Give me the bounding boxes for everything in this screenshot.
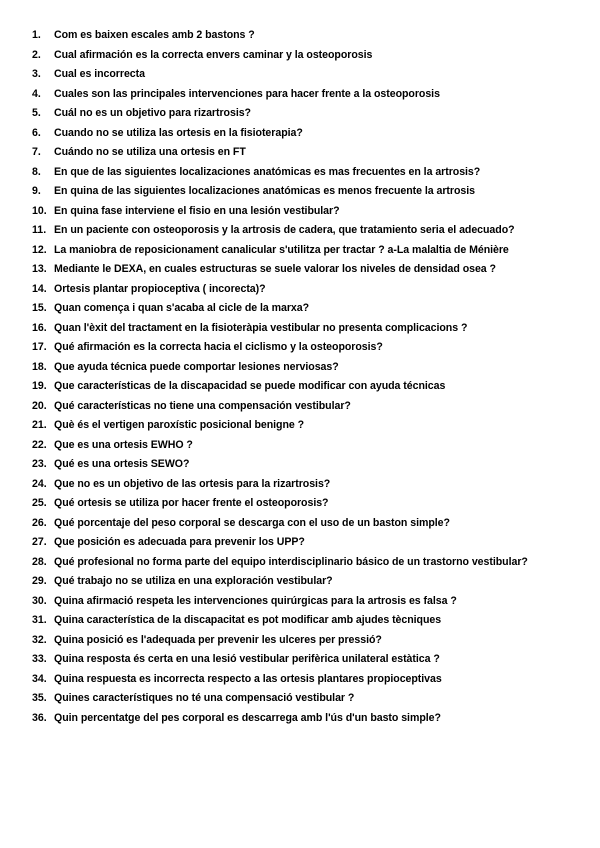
question-item [32,650,592,670]
question-number: 32. [32,633,47,646]
question-number: 29. [32,575,47,587]
question-number: 5. [32,107,41,119]
question-text: Qué características no tiene una compensación vestibular? [54,399,351,412]
question-number: 36. [32,711,47,724]
question-item [32,65,592,85]
question-number: 3. [32,68,41,80]
question-number: 2. [32,48,41,61]
question-number: 14. [32,282,47,295]
question-item [32,182,592,202]
question-text: Que no es un objetivo de las ortesis para la rizartrosis? [54,477,331,490]
question-text: Qué es una ortesis SEWO? [54,458,190,470]
question-number: 22. [32,438,47,451]
question-item [32,397,592,417]
question-text: Quines característiques no té una compensació vestibular ? [54,692,355,704]
question-number: 16. [32,321,47,334]
question-text: Cuando no se utiliza las ortesis en la fisioterapia? [54,126,303,139]
question-text: Quan comença i quan s'acaba al cicle de la marxa? [54,302,310,314]
question-text: Cuales son las principales intervenciones para hacer frente a la osteoporosis [54,87,440,100]
question-text: Quina posició es l'adequada per prevenir les ulceres per pressió? [54,633,382,646]
question-number: 31. [32,614,47,626]
question-item [32,514,592,534]
question-item [32,319,592,339]
question-text: Quin percentatge del pes corporal es descarrega amb l'ús d'un basto simple? [54,711,441,724]
question-text: En quina de las siguientes localizaciones anatómicas es menos frecuente la artrosis [54,185,475,197]
question-text: Com es baixen escales amb 2 bastons ? [54,29,255,41]
question-number: 4. [32,87,41,100]
question-number: 12. [32,243,47,256]
question-item [32,689,592,709]
question-item [32,299,592,319]
question-item [32,46,592,66]
question-text: La maniobra de reposicionament canalicular s'utilitza per tractar ? a-La malaltia de Ménière [54,243,509,256]
question-item [32,221,592,241]
question-number: 26. [32,516,47,529]
question-number: 30. [32,594,47,607]
question-number: 21. [32,419,47,431]
question-text: Que es una ortesis EWHO ? [54,438,193,451]
question-item [32,163,592,183]
question-number: 25. [32,497,47,509]
question-number: 10. [32,204,47,217]
question-item [32,533,592,553]
question-item [32,455,592,475]
question-number: 6. [32,126,41,139]
question-text: Que ayuda técnica puede comportar lesiones nerviosas? [54,360,339,373]
question-text: Qué ortesis se utiliza por hacer frente el osteoporosis? [54,497,329,509]
question-number: 17. [32,341,47,353]
question-number: 23. [32,458,47,470]
question-number: 34. [32,672,47,685]
question-number: 7. [32,146,41,158]
question-item [32,631,592,651]
question-number: 19. [32,380,47,392]
question-item [32,709,592,729]
question-item [32,553,592,573]
question-number: 15. [32,302,47,314]
question-number: 8. [32,165,41,178]
question-item [32,104,592,124]
question-number: 35. [32,692,47,704]
question-text: Quina afirmació respeta les intervenciones quirúrgicas para la artrosis es falsa ? [54,594,457,607]
question-item [32,260,592,280]
question-text: Qué profesional no forma parte del equipo interdisciplinario básico de un trastorno vestibular? [54,555,528,568]
question-text: Que características de la discapacidad se puede modificar con ayuda técnicas [54,380,446,392]
question-item [32,592,592,612]
question-number: 27. [32,536,47,548]
question-text: Cual afirmación es la correcta envers caminar y la osteoporosis [54,48,373,61]
question-text: Quina característica de la discapacitat es pot modificar amb ajudes tècniques [54,614,442,626]
question-text: En quina fase interviene el fisio en una lesión vestibular? [54,204,340,217]
question-item [32,26,592,46]
question-item [32,358,592,378]
question-text: Ortesis plantar propioceptiva ( incorecta)? [54,282,266,295]
question-item [32,572,592,592]
question-item [32,377,592,397]
question-text: Mediante le DEXA, en cuales estructuras se suele valorar los niveles de densidad osea ? [54,263,496,275]
question-number: 11. [32,224,47,236]
question-item [32,436,592,456]
question-item [32,124,592,144]
question-text: Quina respuesta es incorrecta respecto a las ortesis plantares propioceptivas [54,672,442,685]
question-number: 9. [32,185,41,197]
question-item [32,241,592,261]
question-number: 28. [32,555,47,568]
question-list [32,26,592,728]
question-number: 33. [32,653,47,665]
question-text: Cual es incorrecta [54,68,145,80]
question-number: 1. [32,29,41,41]
question-item [32,475,592,495]
question-number: 20. [32,399,47,412]
question-item [32,280,592,300]
question-text: Que posición es adecuada para prevenir los UPP? [54,536,305,548]
question-item [32,202,592,222]
question-text: Quina resposta és certa en una lesió vestibular perifèrica unilateral estàtica ? [54,653,440,665]
question-text: Quan l'èxit del tractament en la fisioteràpia vestibular no presenta complicacions ? [54,321,468,334]
question-text: Cuándo no se utiliza una ortesis en FT [54,146,246,158]
question-text: Qué afirmación es la correcta hacia el ciclismo y la osteoporosis? [54,341,383,353]
question-text: En un paciente con osteoporosis y la artrosis de cadera, que tratamiento seria el adecuado? [54,224,515,236]
question-item [32,494,592,514]
question-text: Cuál no es un objetivo para rizartrosis? [54,107,251,119]
question-item [32,416,592,436]
question-number: 18. [32,360,47,373]
question-text: Qué trabajo no se utiliza en una exploración vestibular? [54,575,333,587]
question-text: Què és el vertigen paroxístic posicional benigne ? [54,419,305,431]
question-number: 13. [32,263,47,275]
question-number: 24. [32,477,47,490]
question-item [32,85,592,105]
question-text: En que de las siguientes localizaciones anatómicas es mas frecuentes en la artrosis? [54,165,481,178]
question-item [32,670,592,690]
question-item [32,143,592,163]
question-item [32,611,592,631]
question-text: Qué porcentaje del peso corporal se descarga con el uso de un baston simple? [54,516,450,529]
question-item [32,338,592,358]
